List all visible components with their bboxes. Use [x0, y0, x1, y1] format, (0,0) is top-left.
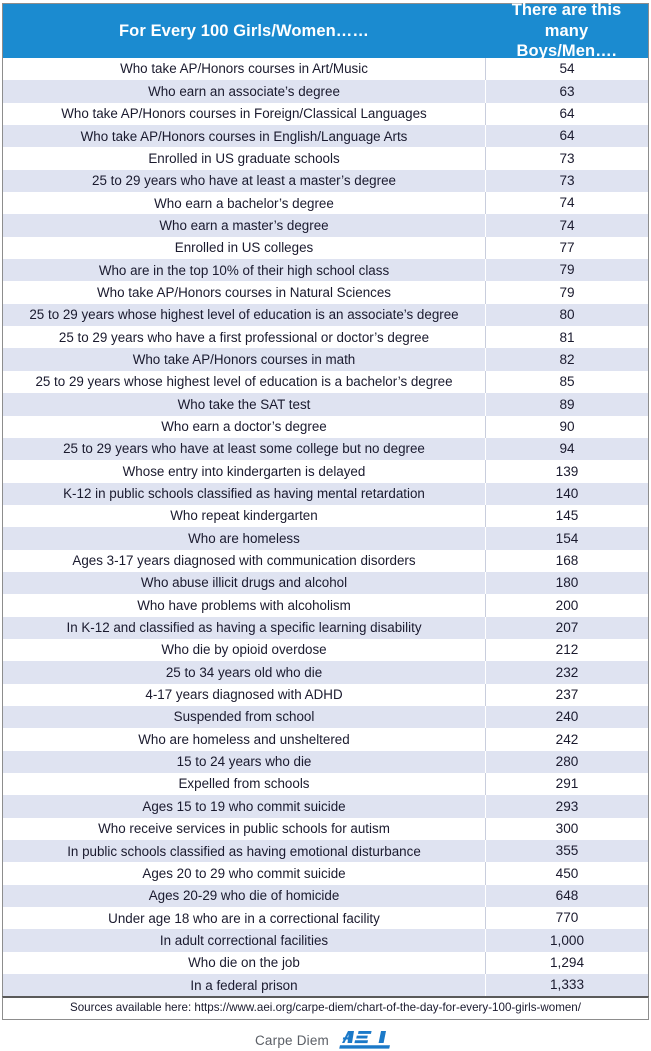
footer-brand [2, 1020, 649, 1051]
table-row [3, 326, 648, 348]
table-row [3, 974, 648, 996]
row-value: 450 [485, 862, 648, 884]
row-value: 64 [485, 125, 648, 147]
row-value: 139 [485, 460, 648, 482]
row-value: 90 [485, 416, 648, 438]
row-label: Whose entry into kindergarten is delayed [122, 463, 366, 479]
row-value: 73 [485, 170, 648, 192]
row-label: In a federal prison [190, 977, 298, 993]
table-row [3, 170, 648, 192]
table-row [3, 259, 648, 281]
row-label: Under age 18 who are in a correctional facility [108, 910, 380, 926]
column-header-category: For Every 100 Girls/Women…… [119, 21, 369, 40]
table-row [3, 840, 648, 862]
row-label: Who have problems with alcoholism [137, 597, 351, 613]
row-value: 207 [485, 617, 648, 639]
row-label: Who are homeless and unsheltered [138, 731, 350, 747]
row-value: 81 [485, 326, 648, 348]
table-row [3, 527, 648, 549]
row-value: 355 [485, 840, 648, 862]
table-row [3, 929, 648, 951]
row-label: Who earn a bachelor’s degree [154, 195, 334, 211]
row-label: In public schools classified as having emotional disturbance [67, 843, 421, 859]
table-row [3, 348, 648, 370]
row-value: 89 [485, 393, 648, 415]
table-row [3, 728, 648, 750]
table-row [3, 639, 648, 661]
table-row [3, 416, 648, 438]
table-row [3, 505, 648, 527]
row-label: Who repeat kindergarten [170, 508, 318, 524]
row-value: 64 [485, 103, 648, 125]
table-row [3, 393, 648, 415]
row-value: 145 [485, 505, 648, 527]
row-label: Who abuse illicit drugs and alcohol [140, 575, 348, 591]
row-value: 240 [485, 706, 648, 728]
table-row [3, 706, 648, 728]
row-value: 54 [485, 58, 648, 80]
aei-logo [338, 1029, 396, 1051]
table-row [3, 661, 648, 683]
row-value: 291 [485, 773, 648, 795]
table-row [3, 58, 648, 80]
row-label: 25 to 29 years who have at least a master’s degree [92, 173, 396, 189]
table-row [3, 147, 648, 169]
row-value: 1,333 [485, 974, 648, 996]
table-row [3, 237, 648, 259]
row-label: Who take AP/Honors courses in Foreign/Classical Languages [61, 106, 427, 122]
row-value: 79 [485, 259, 648, 281]
table-row [3, 795, 648, 817]
row-label: Suspended from school [173, 709, 315, 725]
row-value: 242 [485, 728, 648, 750]
row-label: Who die on the job [188, 955, 300, 971]
table-row [3, 214, 648, 236]
row-label: K-12 in public schools classified as having mental retardation [63, 486, 425, 501]
row-label: Who are homeless [188, 530, 300, 546]
row-label: 25 to 29 years whose highest level of education is an associate’s degree [29, 307, 459, 323]
row-value: 293 [485, 795, 648, 817]
table-row [3, 438, 648, 460]
table-body [3, 58, 648, 996]
table-row [3, 483, 648, 505]
table-row [3, 103, 648, 125]
row-value: 180 [485, 572, 648, 594]
row-label: Who die by opioid overdose [161, 642, 327, 658]
table-row [3, 684, 648, 706]
row-label: Who take AP/Honors courses in math [132, 351, 356, 367]
table-row [3, 773, 648, 795]
row-label: Who receive services in public schools for autism [98, 821, 390, 837]
row-value: 1,000 [485, 929, 648, 951]
table-row [3, 952, 648, 974]
row-label: Enrolled in US colleges [174, 240, 314, 256]
table-row [3, 281, 648, 303]
row-label: Ages 20-29 who die of homicide [148, 888, 340, 904]
table-row [3, 907, 648, 929]
table-row [3, 371, 648, 393]
row-value: 79 [485, 281, 648, 303]
row-label: 4-17 years diagnosed with ADHD [145, 687, 343, 703]
table-row [3, 304, 648, 326]
column-header-count [485, 1, 648, 61]
row-value: 77 [485, 237, 648, 259]
row-label: Ages 20 to 29 who commit suicide [142, 865, 346, 881]
row-label: Who take AP/Honors courses in Natural Sciences [97, 284, 391, 300]
row-label: Ages 3-17 years diagnosed with communication disorders [72, 553, 416, 569]
sources-note: Sources available here: https://www.aei.org/carpe-diem/chart-of-the-day-for-every-100-girls-women/ [2, 996, 649, 1020]
row-value: 154 [485, 527, 648, 549]
table-row [3, 550, 648, 572]
table-row [3, 617, 648, 639]
row-value: 200 [485, 594, 648, 616]
row-label: Who take the SAT test [177, 396, 311, 412]
row-label: 25 to 29 years who have at least some college but no degree [63, 441, 425, 457]
row-label: 25 to 34 years old who die [165, 664, 323, 680]
row-value: 74 [485, 192, 648, 214]
row-label: Ages 15 to 19 who commit suicide [142, 798, 346, 814]
row-label: Who are in the top 10% of their high school class [98, 262, 390, 278]
table-row [3, 80, 648, 102]
column-header-count-line2: Boys/Men…. [516, 42, 617, 61]
table-row [3, 885, 648, 907]
row-value: 94 [485, 438, 648, 460]
row-value: 770 [485, 907, 648, 929]
row-label: Who take AP/Honors courses in Art/Music [120, 61, 368, 77]
row-value: 237 [485, 684, 648, 706]
row-value: 232 [485, 661, 648, 683]
row-label: 15 to 24 years who die [176, 754, 312, 770]
row-value: 73 [485, 147, 648, 169]
row-label: 25 to 29 years whose highest level of education is a bachelor’s degree [35, 374, 453, 390]
row-value: 280 [485, 751, 648, 773]
table-row [3, 751, 648, 773]
row-label: Who earn an associate’s degree [148, 83, 340, 99]
row-value: 1,294 [485, 952, 648, 974]
table-header-row [3, 1, 648, 61]
row-label: Who earn a master’s degree [159, 217, 329, 233]
row-label: Enrolled in US graduate schools [148, 150, 340, 166]
row-value: 80 [485, 304, 648, 326]
row-label: 25 to 29 years who have a first professional or doctor’s degree [58, 329, 430, 345]
row-label: Who take AP/Honors courses in English/Language Arts [80, 128, 408, 144]
table-row [3, 460, 648, 482]
row-value: 648 [485, 885, 648, 907]
row-value: 140 [485, 483, 648, 505]
row-label: Who earn a doctor’s degree [161, 418, 327, 434]
table-row [3, 125, 648, 147]
row-label: Expelled from schools [178, 776, 310, 792]
table-row [3, 818, 648, 840]
row-value: 85 [485, 371, 648, 393]
row-value: 74 [485, 214, 648, 236]
brand-name: Carpe Diem [254, 1032, 330, 1048]
row-label: In adult correctional facilities [159, 932, 329, 948]
column-header-count-line1: There are this many [511, 1, 622, 40]
row-label: In K-12 and classified as having a specific learning disability [66, 620, 422, 636]
table-row [3, 594, 648, 616]
row-value: 63 [485, 80, 648, 102]
row-value: 212 [485, 639, 648, 661]
row-value: 300 [485, 818, 648, 840]
table-row [3, 192, 648, 214]
table-row [3, 572, 648, 594]
row-value: 82 [485, 348, 648, 370]
table-row [3, 862, 648, 884]
data-table [2, 3, 649, 996]
row-value: 168 [485, 550, 648, 572]
